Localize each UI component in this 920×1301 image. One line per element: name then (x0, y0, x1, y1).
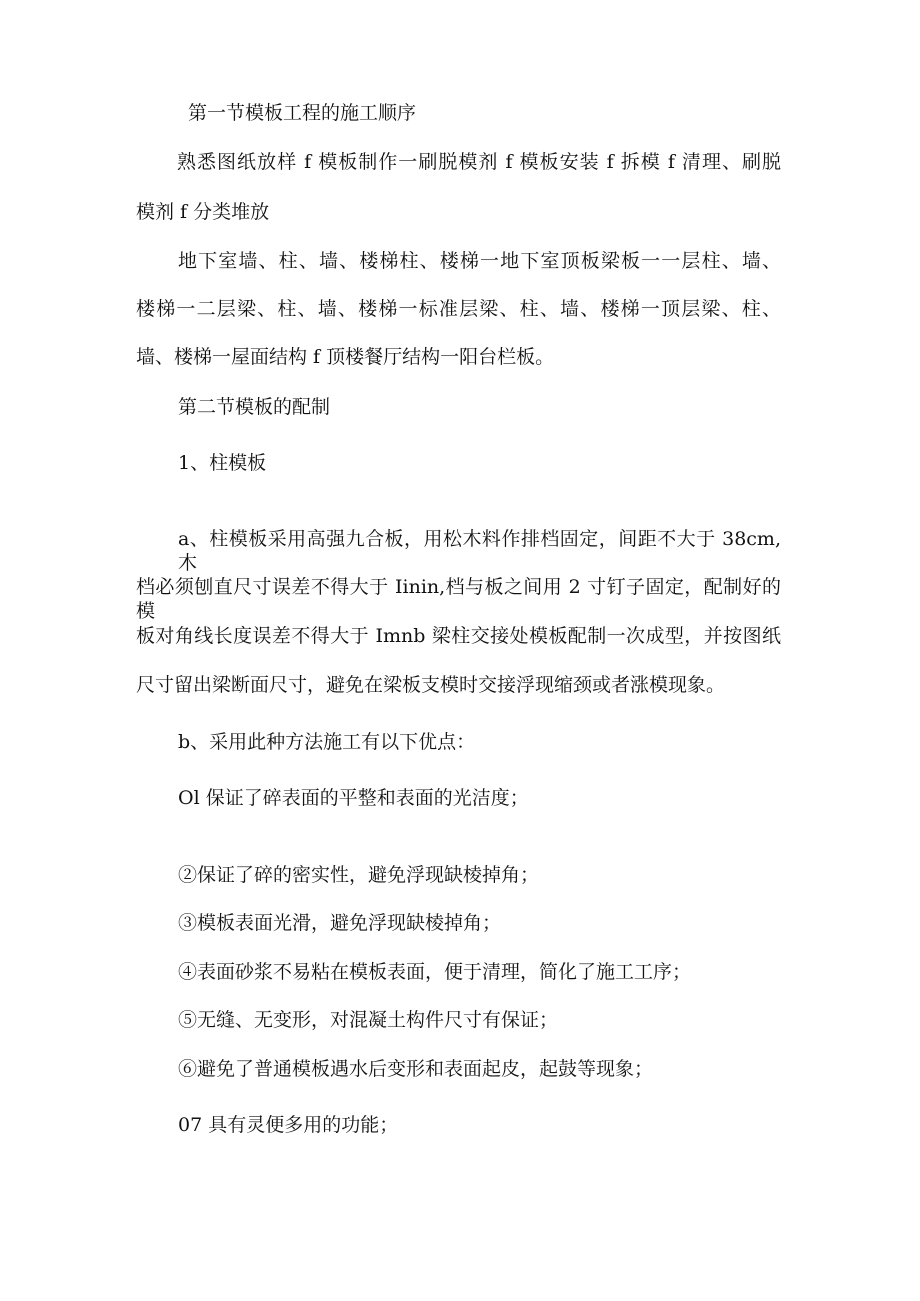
sequence-line-2: 模剂 f 分类堆放 (136, 201, 270, 223)
section1-heading: 第一节模板工程的施工顺序 (188, 102, 417, 124)
order-line-1: 地下室墙、柱、墙、楼梯柱、楼梯一地下室顶板梁板一一层柱、墙、 (178, 250, 781, 272)
order-line-2: 楼梯一二层梁、柱、墙、楼梯一标准层梁、柱、墙、楼梯一顶层梁、柱、 (136, 298, 781, 320)
list-item: ⑤无缝、无变形，对混凝土构件尺寸有保证； (178, 1009, 559, 1031)
list-item: 07 具有灵便多用的功能； (178, 1114, 399, 1136)
paragraph-b: b、采用此种方法施工有以下优点： (178, 731, 476, 753)
list-item: ④表面砂浆不易粘在模板表面，便于清理，简化了施工工序； (178, 961, 692, 983)
paragraph-a-line-1: a、柱模板采用高强九合板，用松木料作排档固定，间距不大于 38cm,木 (178, 528, 781, 574)
paragraph-a-line-3: 板对角线长度误差不得大于 Imnb 梁柱交接处模板配制一次成型，并按图纸 (136, 625, 781, 647)
list-item: Ol 保证了碎表面的平整和表面的光洁度； (178, 787, 529, 809)
list-item: ⑥避免了普通模板遇水后变形和表面起皮，起鼓等现象； (178, 1058, 654, 1080)
section2-heading: 第二节模板的配制 (178, 396, 331, 418)
order-line-3: 墙、楼梯一屋面结构 f 顶楼餐厅结构一阳台栏板。 (136, 346, 555, 368)
paragraph-a-line-2: 档必须刨直尺寸误差不得大于 Iinin,档与板之间用 2 寸钉子固定，配制好的模 (136, 576, 781, 622)
paragraph-a-line-4: 尺寸留出梁断面尺寸，避免在梁板支模时交接浮现缩颈或者涨模现象。 (136, 674, 726, 696)
list-item: ②保证了碎的密实性，避免浮现缺棱掉角； (178, 864, 540, 886)
sequence-line-1: 熟悉图纸放样 f 模板制作一刷脱模剂 f 模板安装 f 拆模 f 清理、刷脱 (177, 151, 781, 173)
list-item: ③模板表面光滑，避免浮现缺棱掉角； (178, 912, 502, 934)
subheading-column-formwork: 1、柱模板 (178, 452, 267, 474)
